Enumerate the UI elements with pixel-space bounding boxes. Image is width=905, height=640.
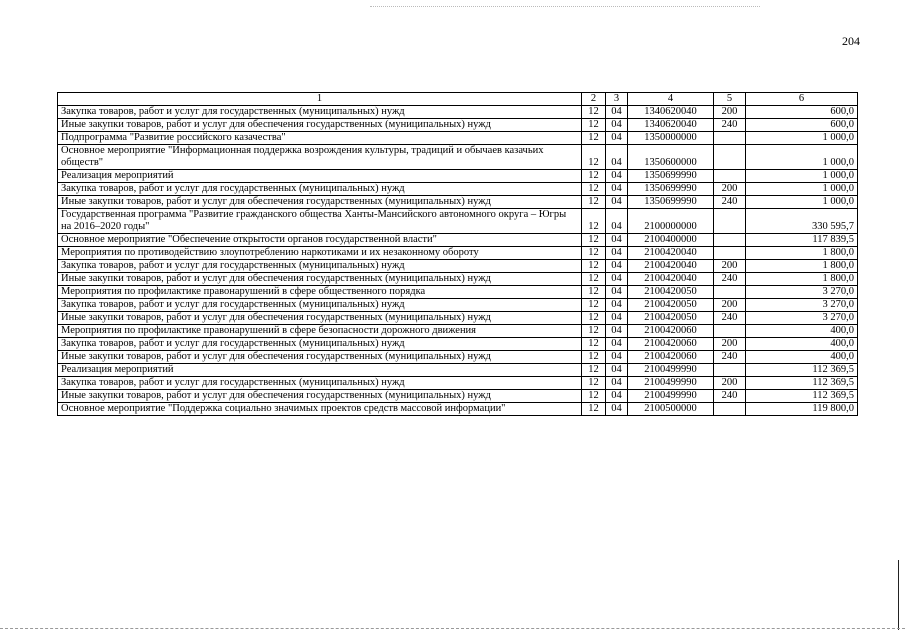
target-article-cell: 2100420060 [628, 338, 714, 351]
subsection-code-cell: 04 [606, 377, 628, 390]
row-name-cell: Закупка товаров, работ и услуг для государственных (муниципальных) нужд [58, 299, 582, 312]
target-article-cell: 2100420040 [628, 260, 714, 273]
amount-cell: 1 000,0 [746, 145, 858, 170]
section-code-cell: 12 [582, 390, 606, 403]
section-code-cell: 12 [582, 338, 606, 351]
expense-type-cell: 200 [714, 299, 746, 312]
expense-type-cell [714, 209, 746, 234]
section-code-cell: 12 [582, 364, 606, 377]
section-code-cell: 12 [582, 260, 606, 273]
subsection-code-cell: 04 [606, 196, 628, 209]
target-article-cell: 2100420050 [628, 312, 714, 325]
target-article-cell: 1340620040 [628, 106, 714, 119]
table-row [58, 183, 858, 196]
section-code-cell: 12 [582, 183, 606, 196]
target-article-cell: 2100420050 [628, 286, 714, 299]
target-article-cell: 1350699990 [628, 196, 714, 209]
section-code-cell: 12 [582, 106, 606, 119]
amount-cell: 330 595,7 [746, 209, 858, 234]
section-code-cell: 12 [582, 209, 606, 234]
target-article-cell: 1350699990 [628, 170, 714, 183]
section-code-cell: 12 [582, 312, 606, 325]
scan-noise-top [370, 6, 760, 8]
header-col-3: 3 [606, 93, 628, 106]
expense-type-cell: 200 [714, 183, 746, 196]
table-row [58, 209, 858, 234]
expense-type-cell [714, 247, 746, 260]
subsection-code-cell: 04 [606, 390, 628, 403]
table-row [58, 260, 858, 273]
target-article-cell: 1340620040 [628, 119, 714, 132]
subsection-code-cell: 04 [606, 325, 628, 338]
subsection-code-cell: 04 [606, 209, 628, 234]
expense-type-cell: 240 [714, 312, 746, 325]
section-code-cell: 12 [582, 377, 606, 390]
section-code-cell: 12 [582, 273, 606, 286]
target-article-cell: 2100499990 [628, 377, 714, 390]
amount-cell: 3 270,0 [746, 299, 858, 312]
section-code-cell: 12 [582, 247, 606, 260]
target-article-cell: 1350600000 [628, 145, 714, 170]
header-col-1: 1 [58, 93, 582, 106]
expense-type-cell: 240 [714, 196, 746, 209]
subsection-code-cell: 04 [606, 247, 628, 260]
row-name-cell: Основное мероприятие "Поддержка социально значимых проектов средств массовой информации" [58, 403, 582, 416]
amount-cell: 1 000,0 [746, 183, 858, 196]
table-row [58, 145, 858, 170]
table-header-row [58, 93, 858, 106]
table-row [58, 247, 858, 260]
target-article-cell: 2100420060 [628, 351, 714, 364]
subsection-code-cell: 04 [606, 286, 628, 299]
target-article-cell: 2100420040 [628, 247, 714, 260]
expense-type-cell: 200 [714, 338, 746, 351]
table-row [58, 299, 858, 312]
subsection-code-cell: 04 [606, 299, 628, 312]
table-row [58, 364, 858, 377]
subsection-code-cell: 04 [606, 260, 628, 273]
subsection-code-cell: 04 [606, 364, 628, 377]
header-col-2: 2 [582, 93, 606, 106]
amount-cell: 1 000,0 [746, 132, 858, 145]
row-name-cell: Подпрограмма "Развитие российского казачества" [58, 132, 582, 145]
target-article-cell: 2100000000 [628, 209, 714, 234]
subsection-code-cell: 04 [606, 119, 628, 132]
expense-type-cell: 240 [714, 351, 746, 364]
row-name-cell: Закупка товаров, работ и услуг для государственных (муниципальных) нужд [58, 338, 582, 351]
table-row [58, 351, 858, 364]
subsection-code-cell: 04 [606, 351, 628, 364]
section-code-cell: 12 [582, 119, 606, 132]
amount-cell: 3 270,0 [746, 312, 858, 325]
section-code-cell: 12 [582, 196, 606, 209]
amount-cell: 1 800,0 [746, 260, 858, 273]
target-article-cell: 2100400000 [628, 234, 714, 247]
table-row [58, 170, 858, 183]
amount-cell: 112 369,5 [746, 390, 858, 403]
subsection-code-cell: 04 [606, 273, 628, 286]
subsection-code-cell: 04 [606, 132, 628, 145]
subsection-code-cell: 04 [606, 338, 628, 351]
subsection-code-cell: 04 [606, 403, 628, 416]
amount-cell: 1 000,0 [746, 196, 858, 209]
table-row [58, 338, 858, 351]
amount-cell: 1 800,0 [746, 247, 858, 260]
amount-cell: 119 800,0 [746, 403, 858, 416]
row-name-cell: Основное мероприятие "Информационная поддержка возрождения культуры, традиций и обычаев казачьих обществ" [58, 145, 582, 170]
row-name-cell: Закупка товаров, работ и услуг для государственных (муниципальных) нужд [58, 183, 582, 196]
subsection-code-cell: 04 [606, 234, 628, 247]
row-name-cell: Реализация мероприятий [58, 364, 582, 377]
scan-edge-line [898, 560, 899, 630]
section-code-cell: 12 [582, 286, 606, 299]
target-article-cell: 1350699990 [628, 183, 714, 196]
amount-cell: 1 000,0 [746, 170, 858, 183]
expense-type-cell [714, 234, 746, 247]
amount-cell: 3 270,0 [746, 286, 858, 299]
row-name-cell: Иные закупки товаров, работ и услуг для обеспечения государственных (муниципальных) нужд [58, 196, 582, 209]
section-code-cell: 12 [582, 234, 606, 247]
section-code-cell: 12 [582, 132, 606, 145]
expense-type-cell: 200 [714, 377, 746, 390]
row-name-cell: Иные закупки товаров, работ и услуг для обеспечения государственных (муниципальных) нужд [58, 351, 582, 364]
subsection-code-cell: 04 [606, 183, 628, 196]
row-name-cell: Закупка товаров, работ и услуг для государственных (муниципальных) нужд [58, 377, 582, 390]
expense-type-cell: 240 [714, 273, 746, 286]
table-row [58, 106, 858, 119]
subsection-code-cell: 04 [606, 106, 628, 119]
expense-type-cell [714, 364, 746, 377]
expense-type-cell: 200 [714, 260, 746, 273]
row-name-cell: Иные закупки товаров, работ и услуг для обеспечения государственных (муниципальных) нужд [58, 119, 582, 132]
section-code-cell: 12 [582, 403, 606, 416]
section-code-cell: 12 [582, 299, 606, 312]
subsection-code-cell: 04 [606, 170, 628, 183]
expense-type-cell [714, 325, 746, 338]
expense-type-cell: 240 [714, 119, 746, 132]
amount-cell: 400,0 [746, 325, 858, 338]
section-code-cell: 12 [582, 325, 606, 338]
expense-type-cell [714, 170, 746, 183]
table-row [58, 234, 858, 247]
table-row [58, 312, 858, 325]
target-article-cell: 2100420040 [628, 273, 714, 286]
header-col-4: 4 [628, 93, 714, 106]
expense-type-cell: 240 [714, 390, 746, 403]
row-name-cell: Государственная программа "Развитие гражданского общества Ханты-Мансийского автономного округа – Югры на 2016–2020 годы" [58, 209, 582, 234]
table-row [58, 390, 858, 403]
target-article-cell: 2100499990 [628, 364, 714, 377]
amount-cell: 600,0 [746, 119, 858, 132]
section-code-cell: 12 [582, 351, 606, 364]
row-name-cell: Мероприятия по противодействию злоупотреблению наркотиками и их незаконному обороту [58, 247, 582, 260]
amount-cell: 112 369,5 [746, 377, 858, 390]
header-col-6: 6 [746, 93, 858, 106]
subsection-code-cell: 04 [606, 312, 628, 325]
row-name-cell: Мероприятия по профилактике правонарушений в сфере общественного порядка [58, 286, 582, 299]
budget-table [57, 92, 858, 416]
table-row [58, 286, 858, 299]
table-row [58, 273, 858, 286]
target-article-cell: 2100499990 [628, 390, 714, 403]
row-name-cell: Мероприятия по профилактике правонарушений в сфере безопасности дорожного движения [58, 325, 582, 338]
row-name-cell: Закупка товаров, работ и услуг для государственных (муниципальных) нужд [58, 260, 582, 273]
amount-cell: 400,0 [746, 351, 858, 364]
amount-cell: 400,0 [746, 338, 858, 351]
expense-type-cell: 200 [714, 106, 746, 119]
target-article-cell: 2100420050 [628, 299, 714, 312]
table-row [58, 119, 858, 132]
target-article-cell: 2100500000 [628, 403, 714, 416]
amount-cell: 600,0 [746, 106, 858, 119]
row-name-cell: Реализация мероприятий [58, 170, 582, 183]
row-name-cell: Иные закупки товаров, работ и услуг для обеспечения государственных (муниципальных) нужд [58, 312, 582, 325]
expense-type-cell [714, 132, 746, 145]
table-row [58, 377, 858, 390]
page-number: 204 [842, 34, 860, 48]
table-row [58, 132, 858, 145]
amount-cell: 117 839,5 [746, 234, 858, 247]
row-name-cell: Иные закупки товаров, работ и услуг для обеспечения государственных (муниципальных) нужд [58, 390, 582, 403]
amount-cell: 112 369,5 [746, 364, 858, 377]
row-name-cell: Основное мероприятие "Обеспечение открытости органов государственной власти" [58, 234, 582, 247]
row-name-cell: Закупка товаров, работ и услуг для государственных (муниципальных) нужд [58, 106, 582, 119]
table-row [58, 325, 858, 338]
subsection-code-cell: 04 [606, 145, 628, 170]
section-code-cell: 12 [582, 170, 606, 183]
expense-type-cell [714, 403, 746, 416]
header-col-5: 5 [714, 93, 746, 106]
target-article-cell: 1350000000 [628, 132, 714, 145]
target-article-cell: 2100420060 [628, 325, 714, 338]
section-code-cell: 12 [582, 145, 606, 170]
row-name-cell: Иные закупки товаров, работ и услуг для обеспечения государственных (муниципальных) нужд [58, 273, 582, 286]
table-row [58, 196, 858, 209]
expense-type-cell [714, 286, 746, 299]
table-row [58, 403, 858, 416]
expense-type-cell [714, 145, 746, 170]
amount-cell: 1 800,0 [746, 273, 858, 286]
scan-noise-bottom [0, 628, 905, 630]
